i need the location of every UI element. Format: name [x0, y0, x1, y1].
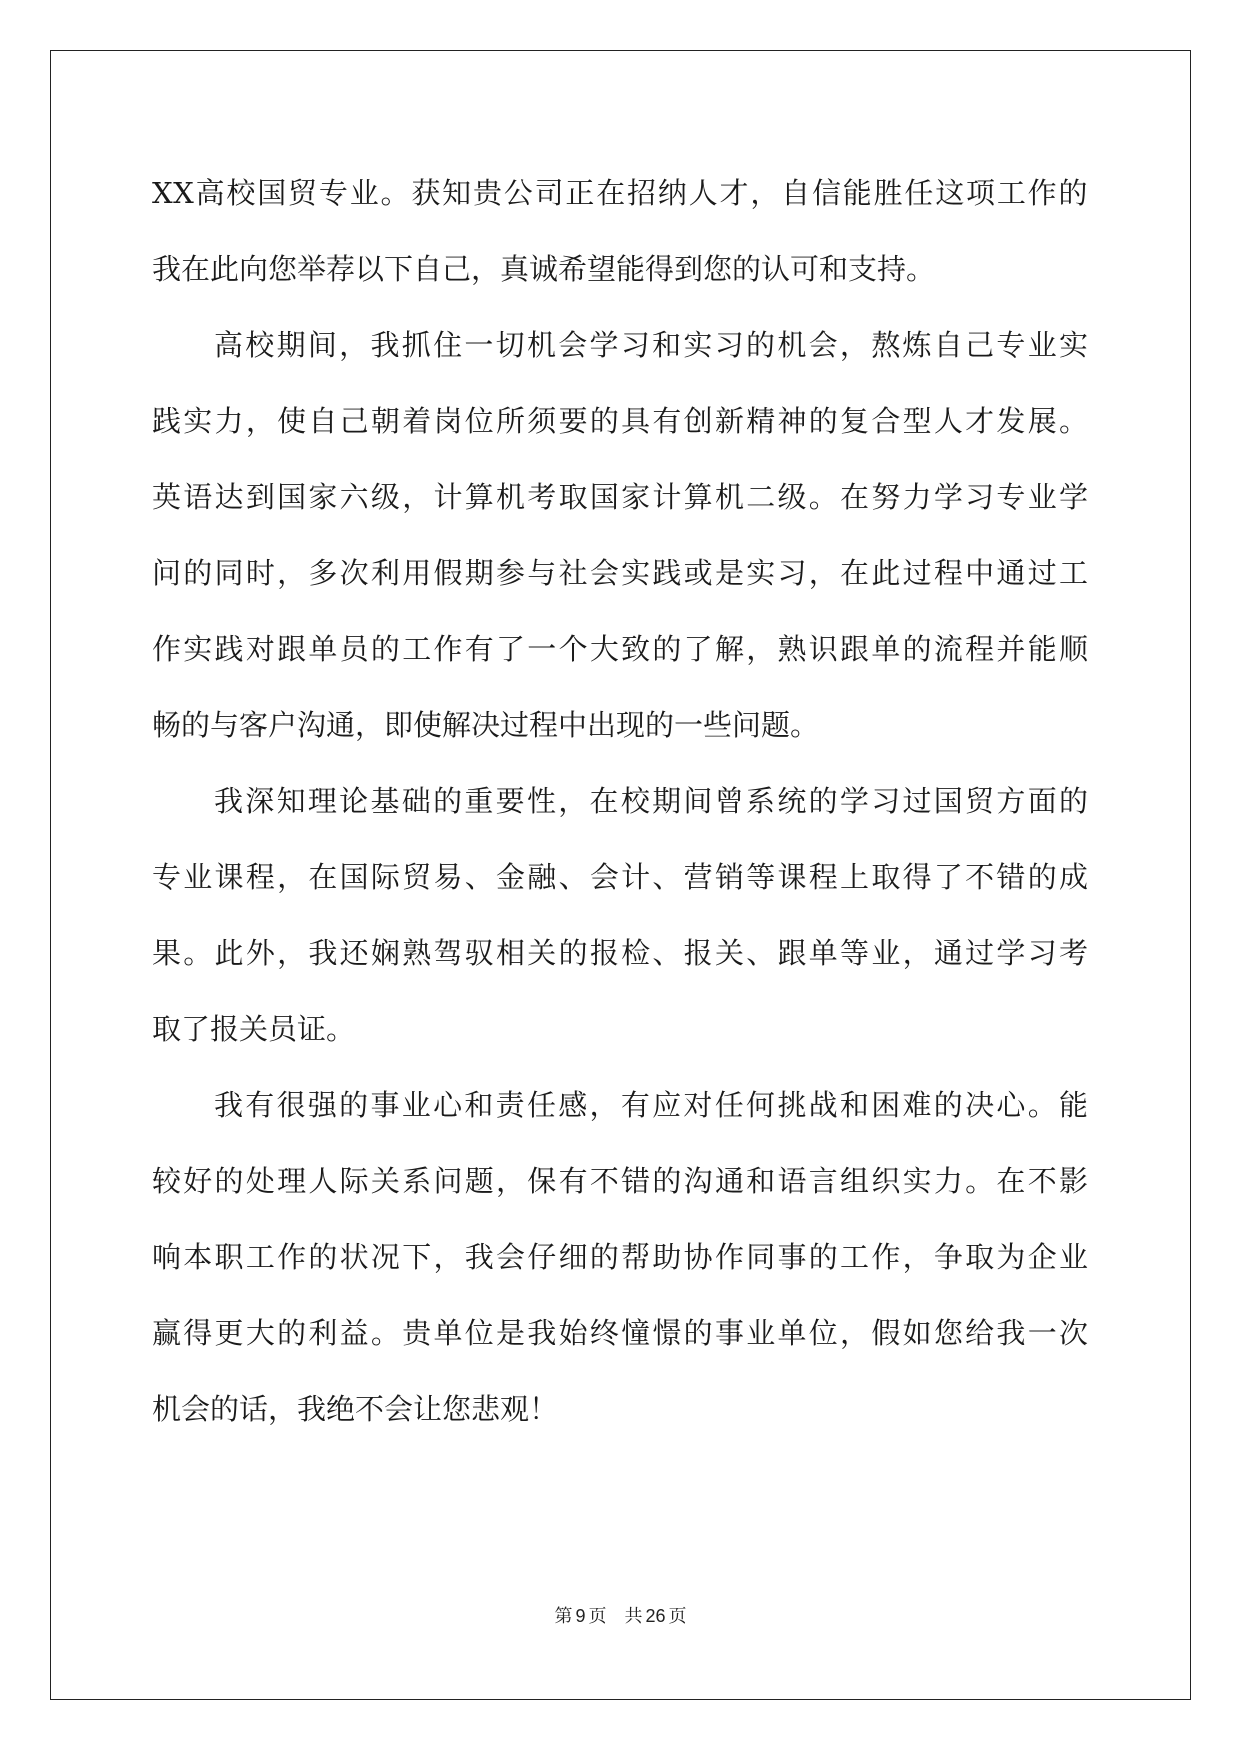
text-line: 赢得更大的利益。贵单位是我始终憧憬的事业单位，假如您给我一次: [152, 1316, 1088, 1350]
text-line: 较好的处理人际关系问题，保有不错的沟通和语言组织实力。在不影: [152, 1164, 1088, 1198]
text-line: 问的同时，多次利用假期参与社会实践或是实习，在此过程中通过工: [152, 556, 1088, 590]
text-line: 践实力，使自己朝着岗位所须要的具有创新精神的复合型人才发展。: [152, 404, 1088, 438]
text-line: 我在此向您举荐以下自己，真诚希望能得到您的认可和支持。: [152, 252, 936, 286]
text-line: 作实践对跟单员的工作有了一个大致的了解，熟识跟单的流程并能顺: [152, 632, 1088, 666]
paragraph-start-line: 高校期间，我抓住一切机会学习和实习的机会，熬炼自己专业实: [214, 328, 1088, 362]
text-line: XX高校国贸专业。获知贵公司正在招纳人才，自信能胜任这项工作的: [152, 176, 1088, 210]
text-line: 取了报关员证。: [152, 1012, 356, 1046]
text-line: 果。此外，我还娴熟驾驭相关的报检、报关、跟单等业，通过学习考: [152, 936, 1088, 970]
text-line: 英语达到国家六级，计算机考取国家计算机二级。在努力学习专业学: [152, 480, 1088, 514]
text-line: 专业课程，在国际贸易、金融、会计、营销等课程上取得了不错的成: [152, 860, 1088, 894]
paragraph-start-line: 我有很强的事业心和责任感，有应对任何挑战和困难的决心。能: [214, 1088, 1088, 1122]
page-suffix: 页: [588, 1606, 607, 1627]
page-prefix: 第: [554, 1606, 573, 1627]
total-prefix: 共: [624, 1606, 643, 1627]
text-line: 响本职工作的状况下，我会仔细的帮助协作同事的工作，争取为企业: [152, 1240, 1088, 1274]
document-body: [152, 155, 1088, 1447]
total-pages: 26: [645, 1606, 666, 1626]
text-line: 畅的与客户沟通，即使解决过程中出现的一些问题。: [152, 708, 820, 742]
text-line: 机会的话，我绝不会让您悲观！: [152, 1392, 559, 1426]
page-number: 9: [575, 1606, 586, 1626]
paragraph-start-line: 我深知理论基础的重要性，在校期间曾系统的学习过国贸方面的: [214, 784, 1088, 818]
total-suffix: 页: [668, 1606, 687, 1627]
page-footer: [0, 1602, 1241, 1628]
